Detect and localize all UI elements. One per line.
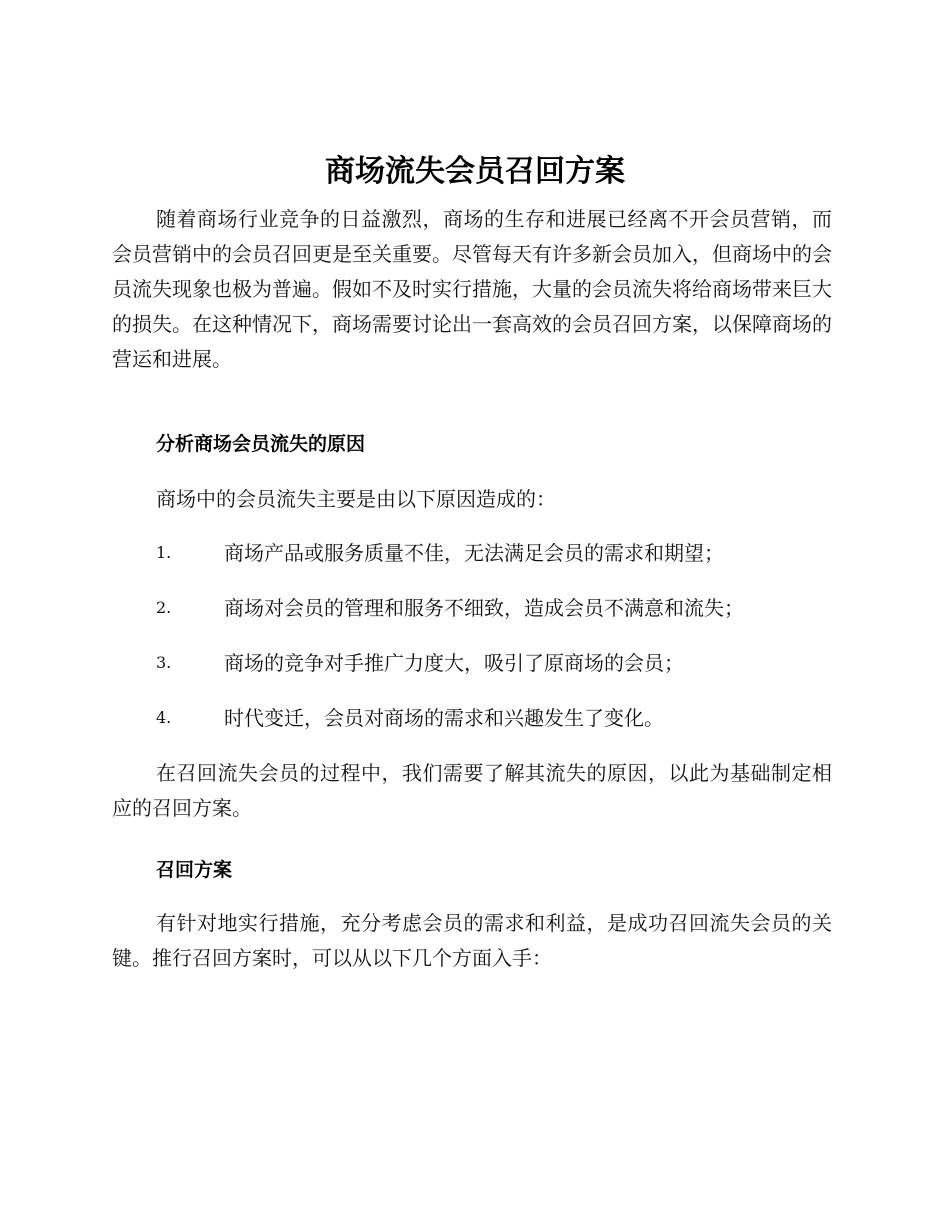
section-heading-causes: 分析商场会员流失的原因 — [156, 433, 366, 455]
list-item-text: 时代变迁，会员对商场的需求和兴趣发生了变化。 — [224, 706, 664, 730]
list-item-number: 1. — [156, 543, 172, 562]
list-item-text: 商场的竞争对手推广力度大，吸引了原商场的会员； — [224, 651, 684, 675]
list-item — [156, 648, 836, 678]
list-item-text: 商场产品或服务质量不佳，无法满足会员的需求和期望； — [224, 541, 724, 565]
causes-lead-text: 商场中的会员流失主要是由以下原因造成的： — [156, 487, 556, 511]
section-heading-recall-plan: 召回方案 — [156, 859, 233, 881]
recall-plan-paragraph: 有针对地实行措施，充分考虑会员的需求和利益，是成功召回流失会员的关键。推行召回方案时，可以从以下几个方面入手： — [112, 911, 832, 970]
list-item — [156, 593, 836, 623]
document-title: 商场流失会员召回方案 — [325, 154, 625, 189]
list-item — [156, 538, 836, 568]
list-item — [156, 703, 836, 733]
list-item-number: 3. — [156, 653, 172, 672]
list-item-number: 2. — [156, 598, 172, 617]
list-item-text: 商场对会员的管理和服务不细致，造成会员不满意和流失； — [224, 596, 744, 620]
causes-summary-paragraph: 在召回流失会员的过程中，我们需要了解其流失的原因，以此为基础制定相应的召回方案。 — [112, 761, 832, 820]
list-item-number: 4. — [156, 708, 172, 727]
intro-paragraph: 随着商场行业竞争的日益激烈，商场的生存和进展已经离不开会员营销，而会员营销中的会员召回更是至关重要。尽管每天有许多新会员加入，但商场中的会员流失现象也极为普遍。假如不及时实行措施，大量的会员流失将给商场带来巨大的损失。在这种情况下，商场需要讨论出一套高效的会员召回方案，以保障商场的营运和进展。 — [112, 207, 832, 371]
